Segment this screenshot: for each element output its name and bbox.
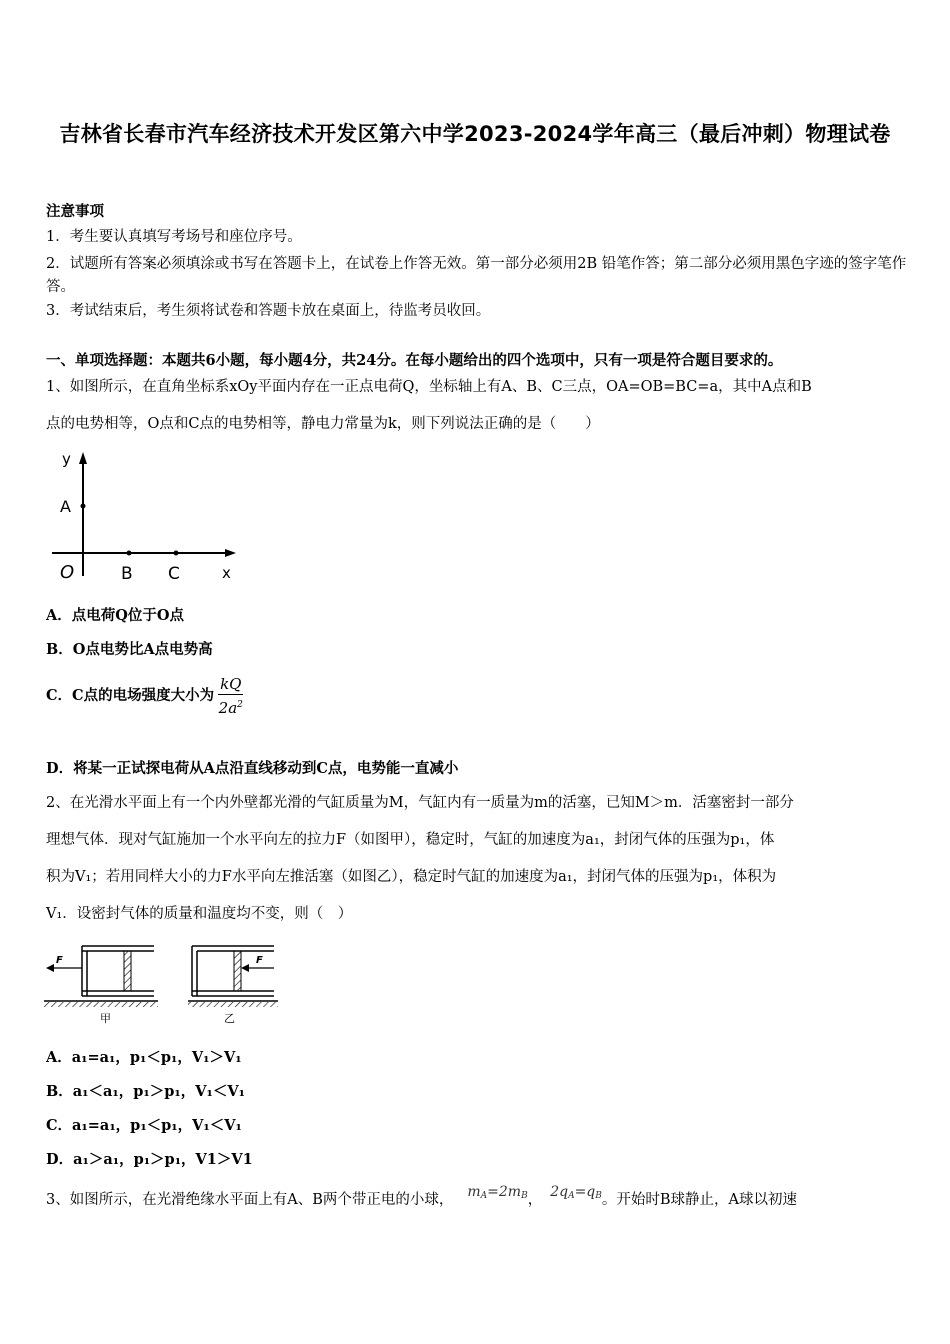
x-axis-label: x [222, 564, 231, 582]
q3-separator: ， [527, 1192, 543, 1208]
y-axis-label: y [62, 450, 71, 468]
mass-b-sub: B [521, 1191, 528, 1201]
q2-option-c: C．a₁=a₁，p₁＜p₁，V₁＜V₁ [46, 1117, 242, 1134]
force-label-jia: F [56, 955, 63, 966]
fraction-denominator-base: 2a [218, 699, 238, 717]
q2-option-d: D．a₁＞a₁，p₁＞p₁，V1＞V1 [46, 1151, 253, 1168]
q1-option-c-fraction [218, 674, 243, 718]
point-b-label: B [121, 564, 133, 584]
q3-mass-relation [467, 1184, 527, 1200]
charge-b: =q [574, 1184, 596, 1200]
q2-option-b: B．a₁＜a₁，p₁＞p₁，V₁＜V₁ [46, 1083, 245, 1100]
q3-lead: 3、如图所示，在光滑绝缘水平面上有A、B两个带正电的小球， [46, 1192, 454, 1208]
point-a-label: A [60, 497, 71, 516]
mass-a-sub: A [480, 1191, 488, 1201]
label-jia: 甲 [100, 1012, 111, 1025]
mass-a: m [467, 1184, 481, 1200]
notice-heading: 注意事项 [46, 203, 104, 220]
q2-line-3: 积为V₁；若用同样大小的力F水平向左推活塞（如图乙），稳定时气缸的加速度为a₁，封闭气体的压强为p₁，体积为 [46, 869, 777, 885]
mass-b: =2m [487, 1184, 522, 1200]
q3-charge-relation [550, 1184, 602, 1200]
q1-coordinate-figure [48, 448, 238, 586]
q2-line-1: 2、在光滑水平面上有一个内外壁都光滑的气缸质量为M，气缸内有一质量为m的活塞，已知M＞m．活塞密封一部分 [46, 795, 794, 811]
notice-item-3: 3．考试结束后，考生须将试卷和答题卡放在桌面上，待监考员收回。 [46, 303, 491, 319]
q1-option-a: A．点电荷Q位于O点 [46, 607, 185, 624]
q2-option-a: A．a₁=a₁，p₁＜p₁，V₁＞V₁ [46, 1049, 242, 1066]
q1-option-d: D．将某一正试探电荷从A点沿直线移动到C点，电势能一直减小 [46, 760, 459, 777]
charge-b-sub: B [595, 1191, 602, 1201]
section-heading: 一、单项选择题：本题共6小题，每小题4分，共24分。在每小题给出的四个选项中，只有一项是符合题目要求的。 [46, 352, 783, 369]
notice-item-2: 2．试题所有答案必须填涂或书写在答题卡上，在试卷上作答无效。第一部分必须用2B 铅笔作答；第二部分必须用黑色字迹的签字笔作答。 [46, 256, 907, 295]
point-a-dot [81, 504, 86, 509]
fraction-exponent: 2 [237, 700, 243, 710]
q1-option-b: B．O点电势比A点电势高 [46, 641, 213, 658]
point-c-label: C [168, 564, 180, 584]
q2-cylinder-figure [42, 938, 282, 1028]
q2-line-4: V₁．设密封气体的质量和温度均不变，则（ ） [46, 906, 353, 922]
charge-a: 2q [550, 1184, 569, 1200]
q3-tail: 。开始时B球静止，A球以初速 [601, 1192, 798, 1208]
fraction-numerator: kQ [220, 675, 242, 693]
q3-line-1 [46, 1186, 908, 1218]
q1-line-1: 1、如图所示，在直角坐标系xOy平面内存在一正点电荷Q，坐标轴上有A、B、C三点，OA=OB=BC=a，其中A点和B [46, 379, 812, 395]
origin-label: O [60, 562, 75, 583]
q1-option-c [46, 674, 908, 718]
q1-line-2: 点的电势相等，O点和C点的电势相等，静电力常量为k，则下列说法正确的是（ ） [46, 416, 600, 432]
force-label-yi: F [256, 955, 263, 966]
q1-option-c-text: C．C点的电场强度大小为 [46, 687, 215, 704]
label-yi: 乙 [224, 1012, 235, 1025]
charge-a-sub: A [568, 1191, 575, 1201]
fraction-denominator [218, 695, 243, 718]
point-b-dot [127, 551, 132, 556]
figure-yi [188, 946, 278, 1025]
notice-item-1: 1．考生要认真填写考场号和座位序号。 [46, 229, 302, 245]
page-title: 吉林省长春市汽车经济技术开发区第六中学2023-2024学年高三（最后冲刺）物理试卷 [59, 122, 891, 146]
q2-line-2: 理想气体．现对气缸施加一个水平向左的拉力F（如图甲），稳定时，气缸的加速度为a₁，封闭气体的压强为p₁，体 [46, 832, 775, 848]
point-c-dot [174, 551, 179, 556]
figure-jia [44, 946, 158, 1025]
